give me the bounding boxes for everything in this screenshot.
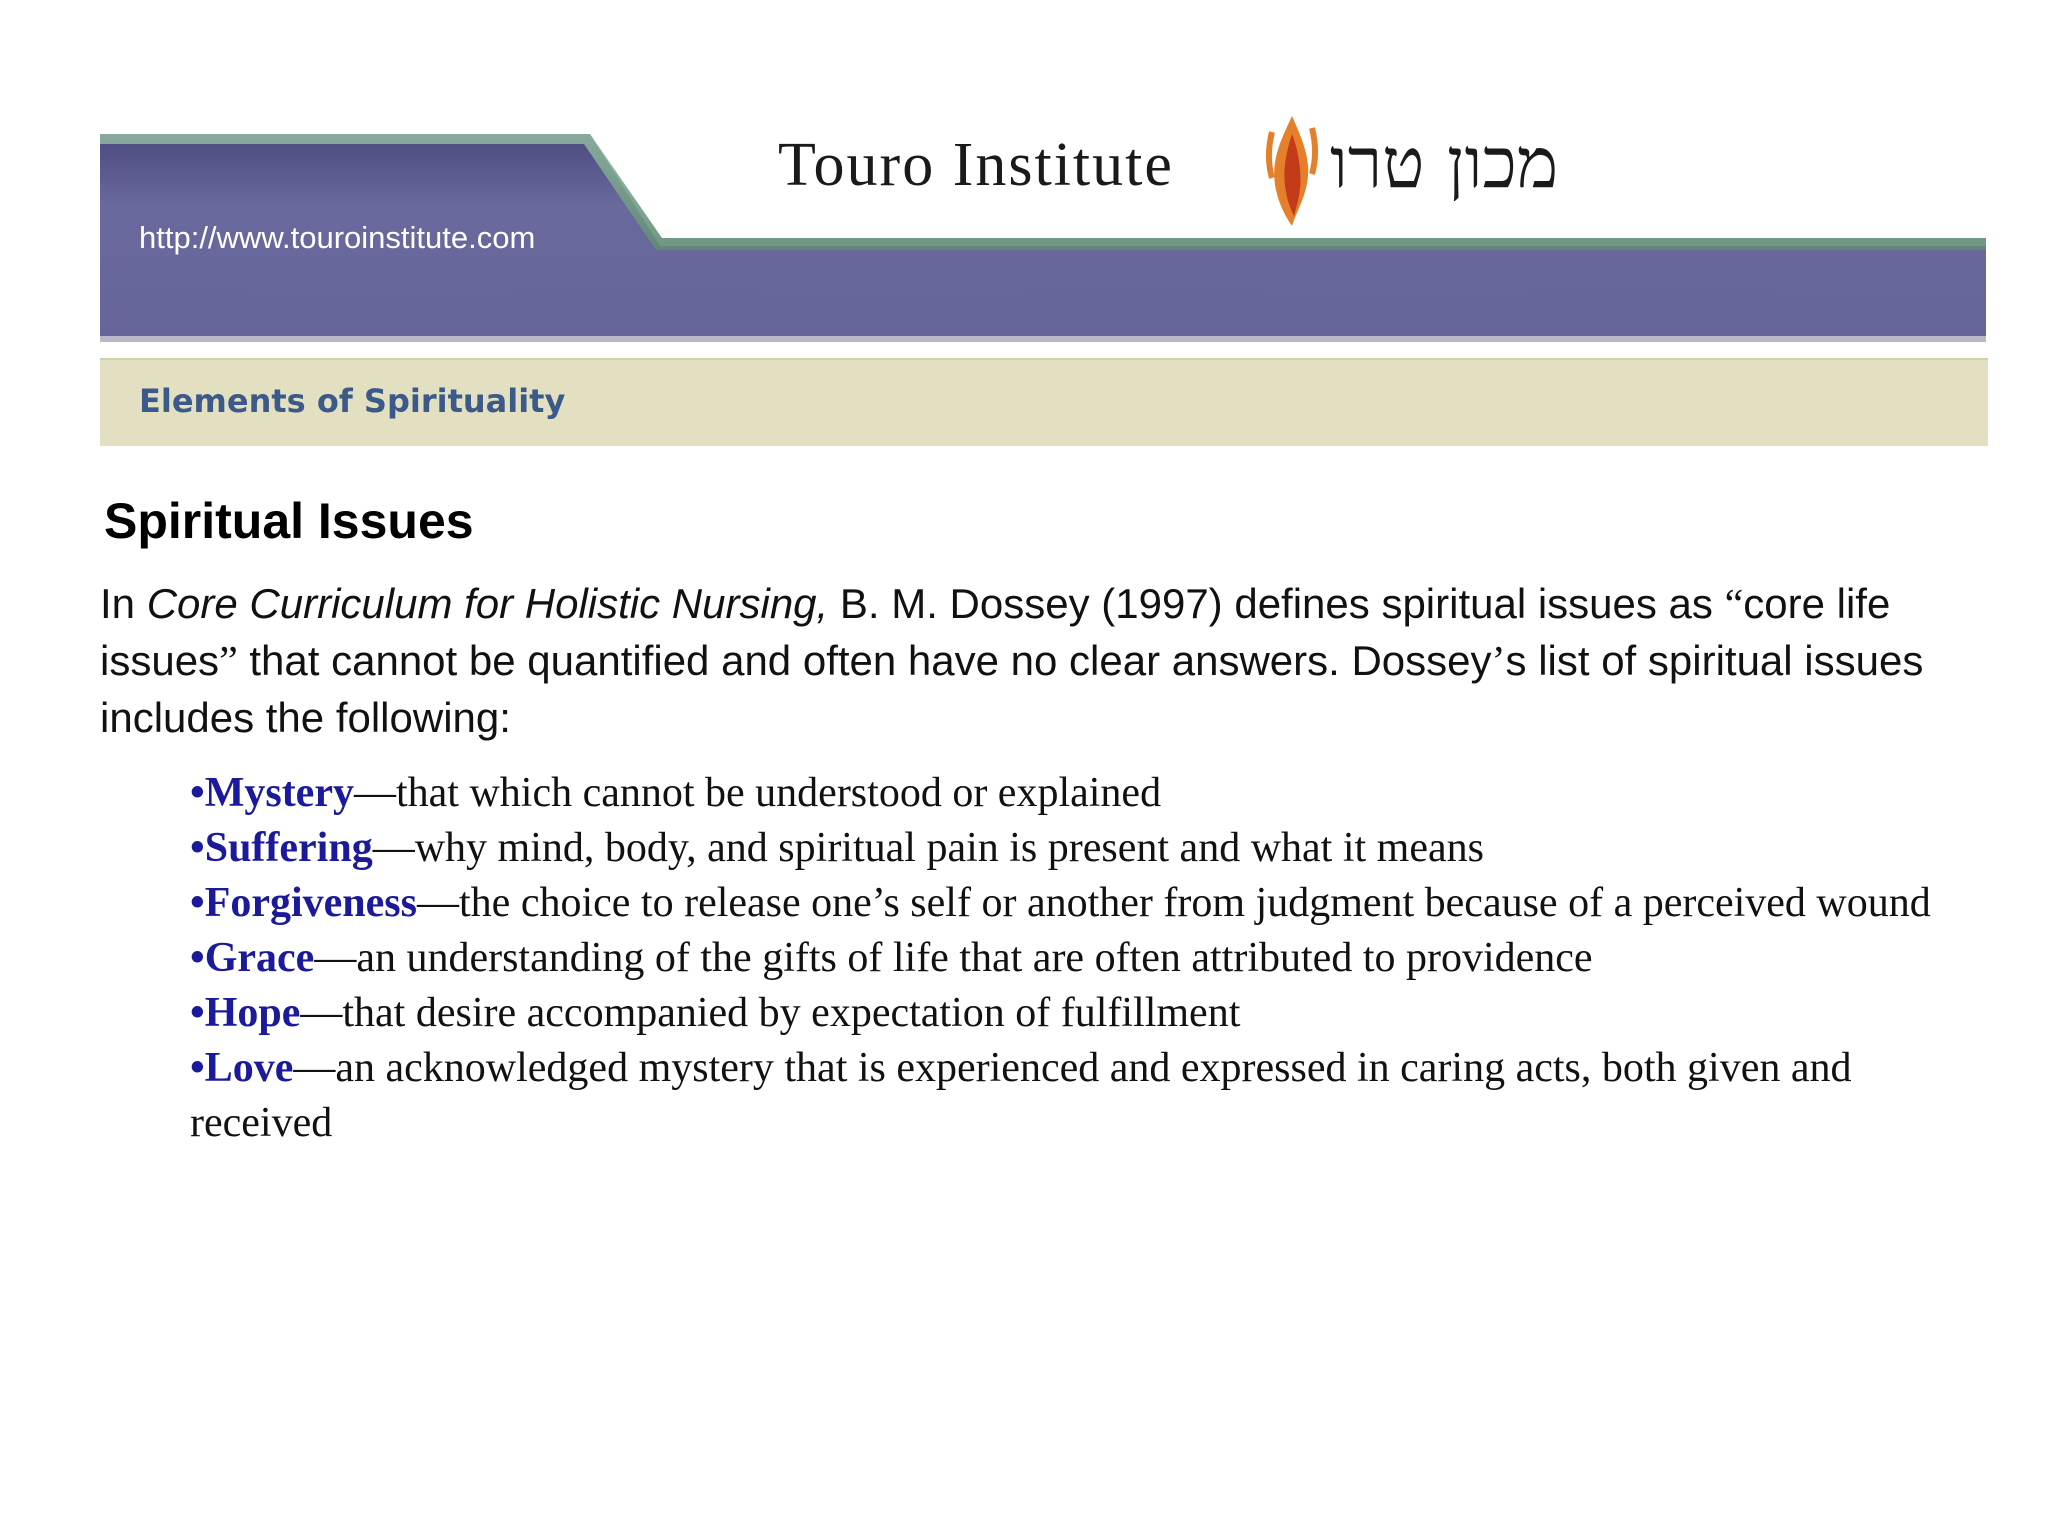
- term-suffering: •Suffering: [190, 825, 373, 871]
- definition-suffering: —why mind, body, and spiritual pain is present and what it means: [372, 825, 1484, 871]
- close-quote: ”: [219, 639, 238, 685]
- definition-grace: —an understanding of the gifts of life that are often attributed to providence: [314, 935, 1593, 981]
- header-banner: [0, 0, 2048, 360]
- intro-prefix: In: [100, 580, 147, 627]
- term-hope: •Hope: [190, 990, 301, 1036]
- term-love: •Love: [190, 1045, 294, 1091]
- definition-hope: —that desire accompanied by expectation of fulfillment: [300, 990, 1241, 1036]
- site-url-link[interactable]: http://www.touroinstitute.com: [139, 220, 536, 255]
- intro-text-3: s list of spiritual issues includes the following:: [100, 637, 1924, 741]
- list-item-grace: [190, 931, 1990, 986]
- definition-love: —an acknowledged mystery that is experienced and expressed in caring acts, both given and received: [190, 1045, 1852, 1146]
- spiritual-issues-list: [190, 766, 1990, 1151]
- list-item-mystery: [190, 766, 1990, 821]
- definition-forgiveness: —the choice to release one’s self or another from judgment because of a perceived wound: [417, 880, 1931, 926]
- apostrophe: ’: [1491, 639, 1506, 685]
- flame-logo-icon: [1262, 112, 1322, 230]
- logo-text: Touro Institute: [778, 131, 1174, 199]
- list-item-forgiveness: [190, 876, 1990, 931]
- term-mystery: •Mystery: [190, 770, 354, 816]
- list-item-love: [190, 1041, 1990, 1151]
- intro-paragraph: [100, 576, 2000, 745]
- quoted-phrase: core life issues: [100, 580, 1891, 684]
- open-quote: “: [1724, 582, 1744, 628]
- term-grace: •Grace: [190, 935, 315, 981]
- book-title: Core Curriculum for Holistic Nursing,: [146, 580, 829, 627]
- logo-hebrew-text: מכון טרו: [1330, 122, 1559, 204]
- list-item-hope: [190, 986, 1990, 1041]
- term-forgiveness: •Forgiveness: [190, 880, 418, 926]
- section-title: Elements of Spirituality: [139, 382, 566, 420]
- list-item-suffering: [190, 821, 1990, 876]
- page-title: Spiritual Issues: [104, 493, 474, 549]
- definition-mystery: —that which cannot be understood or explained: [353, 770, 1162, 816]
- intro-text-2: that cannot be quantified and often have no clear answers. Dossey: [237, 637, 1492, 684]
- intro-text-1: B. M. Dossey (1997) defines spiritual issues as: [828, 580, 1725, 627]
